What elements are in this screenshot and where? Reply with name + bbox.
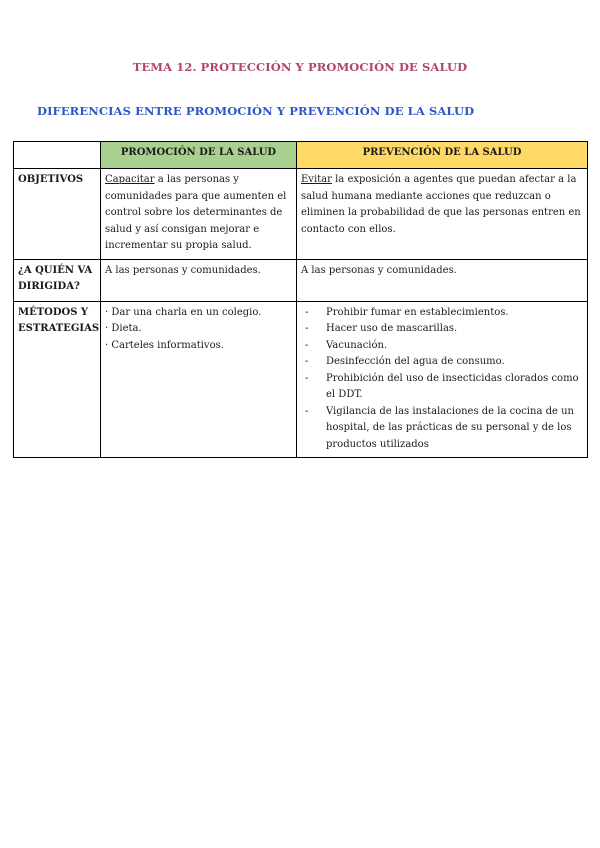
cell-metodos-prevencion xyxy=(297,301,588,458)
list-item: · Dar una charla en un colegio. xyxy=(105,306,262,318)
dash-bullet: - xyxy=(305,372,309,384)
list-item: · Carteles informativos. xyxy=(105,339,224,351)
dash-bullet: - xyxy=(305,356,309,367)
cell-objetivos-prevencion xyxy=(297,169,588,260)
dash-bullet: - xyxy=(305,339,309,351)
dash-bullet: - xyxy=(305,306,309,318)
table-header-row xyxy=(14,142,588,169)
list-item: · Dieta. xyxy=(105,323,142,334)
table-row-metodos xyxy=(14,301,588,458)
underlined-keyword: Capacitar xyxy=(105,174,155,185)
header-prevencion: PREVENCIÓN DE LA SALUD xyxy=(297,142,588,169)
dash-bullet: - xyxy=(305,405,309,417)
table-row-dirigida xyxy=(14,259,588,301)
cell-dirigida-promocion: A las personas y comunidades. xyxy=(101,259,297,301)
header-corner-cell xyxy=(14,142,101,169)
cell-objetivos-promocion xyxy=(101,169,297,260)
section-title: DIFERENCIAS ENTRE PROMOCIÓN Y PREVENCIÓN DE LA SALUD xyxy=(37,104,475,118)
cell-text: la exposición a agentes que puedan afectar a la salud humana mediante acciones que reduzcan o eliminen la probabilidad de que las personas entren en contacto con ellos. xyxy=(301,174,581,235)
comparison-table xyxy=(13,141,588,458)
list-item: - Desinfección del agua de consumo. xyxy=(305,354,583,371)
dash-bullet: - xyxy=(305,323,309,334)
list-item: - Vacunación. xyxy=(305,338,583,355)
list-item: - Vigilancia de las instalaciones de la cocina de un hospital, de las prácticas de su personal y de los productos utilizados xyxy=(305,405,574,450)
cell-dirigida-prevencion: A las personas y comunidades. xyxy=(297,259,588,301)
cell-metodos-promocion xyxy=(101,301,297,458)
row-label-objetivos: OBJETIVOS xyxy=(14,169,101,260)
list-item: - Prohibición del uso de insecticidas clorados como el DDT. xyxy=(305,372,579,400)
table-row-objetivos xyxy=(14,169,588,260)
underlined-keyword: Evitar xyxy=(301,174,332,185)
page-title: TEMA 12. PROTECCIÓN Y PROMOCIÓN DE SALUD xyxy=(132,60,468,74)
row-label-dirigida: ¿A QUIÉN VA DIRIGIDA? xyxy=(14,259,101,301)
row-label-metodos: MÉTODOS Y ESTRATEGIAS xyxy=(14,301,101,458)
prevencion-methods-list xyxy=(301,305,583,454)
header-promocion: PROMOCIÓN DE LA SALUD xyxy=(101,142,297,169)
promocion-methods-list xyxy=(105,305,292,355)
list-item: - Prohibir fumar en establecimientos. xyxy=(305,305,583,322)
list-item: - Hacer uso de mascarillas. xyxy=(305,321,583,338)
cell-text: a las personas y comunidades para que aumenten el control sobre los determinantes de salud y así consigan mejorar e incrementar su propia salud. xyxy=(105,174,287,251)
